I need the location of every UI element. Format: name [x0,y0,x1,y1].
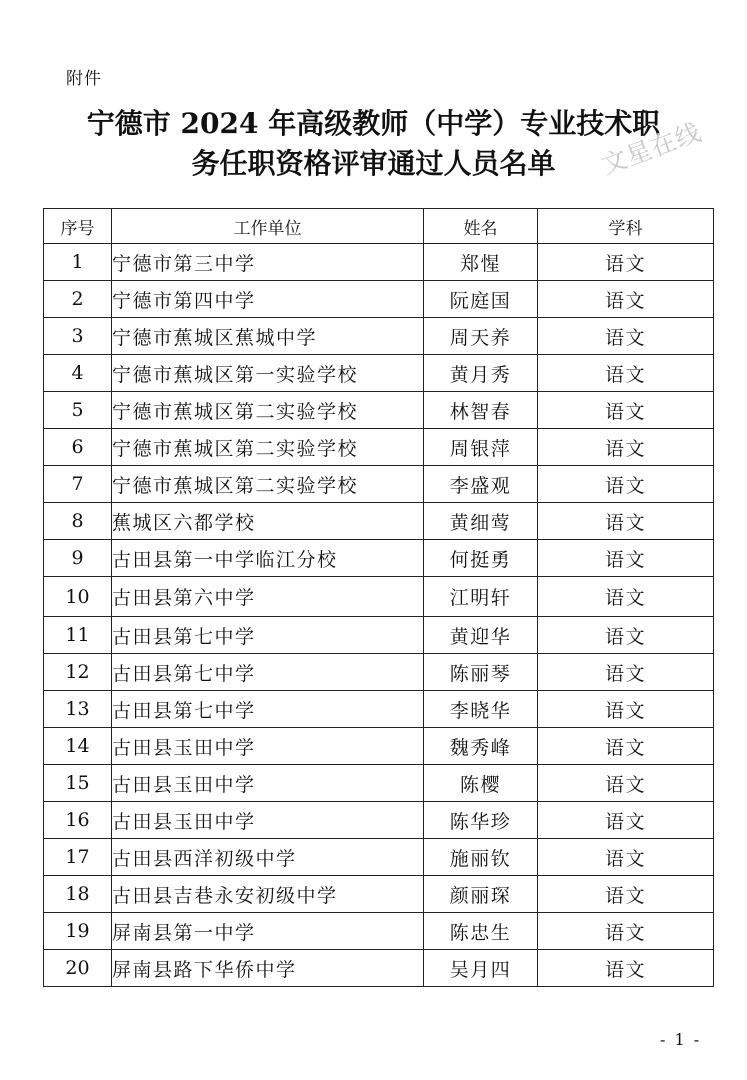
table-body [44,244,714,987]
cell-no: 15 [44,765,112,802]
cell-subject: 语文 [538,950,714,987]
table-row [44,691,714,728]
cell-subject: 语文 [538,802,714,839]
cell-unit: 古田县西洋初级中学 [112,839,424,876]
table-row [44,244,714,281]
table-header-row [44,209,714,244]
table-row [44,318,714,355]
header-subject: 学科 [538,209,714,244]
cell-name: 李盛观 [424,466,538,503]
table-row [44,728,714,765]
cell-name: 黄迎华 [424,617,538,654]
cell-name: 周银萍 [424,429,538,466]
cell-unit: 宁德市蕉城区第二实验学校 [112,392,424,429]
cell-no: 12 [44,654,112,691]
cell-no: 19 [44,913,112,950]
attachment-label: 附件 [66,69,102,89]
cell-no: 3 [44,318,112,355]
cell-name: 何挺勇 [424,540,538,577]
cell-no: 18 [44,876,112,913]
cell-name: 阮庭国 [424,281,538,318]
cell-subject: 语文 [538,392,714,429]
cell-unit: 屏南县第一中学 [112,913,424,950]
cell-no: 7 [44,466,112,503]
cell-no: 5 [44,392,112,429]
cell-subject: 语文 [538,355,714,392]
cell-unit: 古田县第七中学 [112,691,424,728]
cell-subject: 语文 [538,691,714,728]
table-row [44,913,714,950]
table-row [44,355,714,392]
table-row [44,392,714,429]
cell-name: 郑惺 [424,244,538,281]
cell-name: 周天养 [424,318,538,355]
header-no: 序号 [44,209,112,244]
cell-subject: 语文 [538,728,714,765]
cell-no: 14 [44,728,112,765]
title-line-1: 宁德市 2024 年高级教师（中学）专业技术职 [86,107,661,140]
cell-no: 4 [44,355,112,392]
cell-subject: 语文 [538,466,714,503]
table-row [44,802,714,839]
cell-subject: 语文 [538,654,714,691]
table-row [44,617,714,654]
table-row [44,950,714,987]
table-row [44,876,714,913]
cell-no: 13 [44,691,112,728]
cell-unit: 古田县玉田中学 [112,802,424,839]
cell-unit: 古田县第六中学 [112,577,424,617]
cell-subject: 语文 [538,913,714,950]
table-row [44,466,714,503]
cell-name: 吴月四 [424,950,538,987]
cell-no: 8 [44,503,112,540]
cell-name: 李晓华 [424,691,538,728]
cell-no: 16 [44,802,112,839]
cell-unit: 宁德市蕉城区第一实验学校 [112,355,424,392]
cell-name: 陈华珍 [424,802,538,839]
cell-unit: 宁德市第三中学 [112,244,424,281]
cell-no: 1 [44,244,112,281]
watermark: 文星在线 [597,117,706,180]
cell-name: 陈忠生 [424,913,538,950]
table-row [44,577,714,617]
cell-no: 11 [44,617,112,654]
table-row [44,765,714,802]
cell-unit: 古田县玉田中学 [112,765,424,802]
cell-unit: 宁德市第四中学 [112,281,424,318]
cell-unit: 古田县第一中学临江分校 [112,540,424,577]
cell-name: 黄细莺 [424,503,538,540]
table-row [44,654,714,691]
header-name: 姓名 [424,209,538,244]
table-row [44,503,714,540]
cell-name: 黄月秀 [424,355,538,392]
cell-subject: 语文 [538,318,714,355]
cell-subject: 语文 [538,876,714,913]
cell-unit: 古田县吉巷永安初级中学 [112,876,424,913]
page-number: - 1 - [660,1030,702,1049]
cell-name: 林智春 [424,392,538,429]
table-row [44,281,714,318]
cell-subject: 语文 [538,617,714,654]
cell-unit: 古田县玉田中学 [112,728,424,765]
cell-name: 魏秀峰 [424,728,538,765]
cell-no: 20 [44,950,112,987]
cell-unit: 宁德市蕉城区第二实验学校 [112,466,424,503]
cell-unit: 蕉城区六都学校 [112,503,424,540]
cell-no: 6 [44,429,112,466]
cell-name: 施丽钦 [424,839,538,876]
cell-unit: 古田县第七中学 [112,654,424,691]
table-row [44,540,714,577]
cell-subject: 语文 [538,577,714,617]
table-row [44,429,714,466]
cell-name: 陈丽琴 [424,654,538,691]
cell-name: 颜丽琛 [424,876,538,913]
cell-unit: 屏南县路下华侨中学 [112,950,424,987]
cell-no: 9 [44,540,112,577]
cell-no: 17 [44,839,112,876]
cell-name: 陈樱 [424,765,538,802]
cell-name: 江明轩 [424,577,538,617]
cell-subject: 语文 [538,540,714,577]
cell-subject: 语文 [538,281,714,318]
personnel-table [43,208,714,987]
cell-subject: 语文 [538,765,714,802]
title-line-2: 务任职资格评审通过人员名单 [191,147,556,180]
header-unit: 工作单位 [112,209,424,244]
cell-subject: 语文 [538,429,714,466]
table-row [44,839,714,876]
cell-unit: 宁德市蕉城区蕉城中学 [112,318,424,355]
cell-no: 10 [44,577,112,617]
cell-subject: 语文 [538,839,714,876]
cell-unit: 宁德市蕉城区第二实验学校 [112,429,424,466]
cell-unit: 古田县第七中学 [112,617,424,654]
cell-subject: 语文 [538,244,714,281]
cell-subject: 语文 [538,503,714,540]
cell-no: 2 [44,281,112,318]
